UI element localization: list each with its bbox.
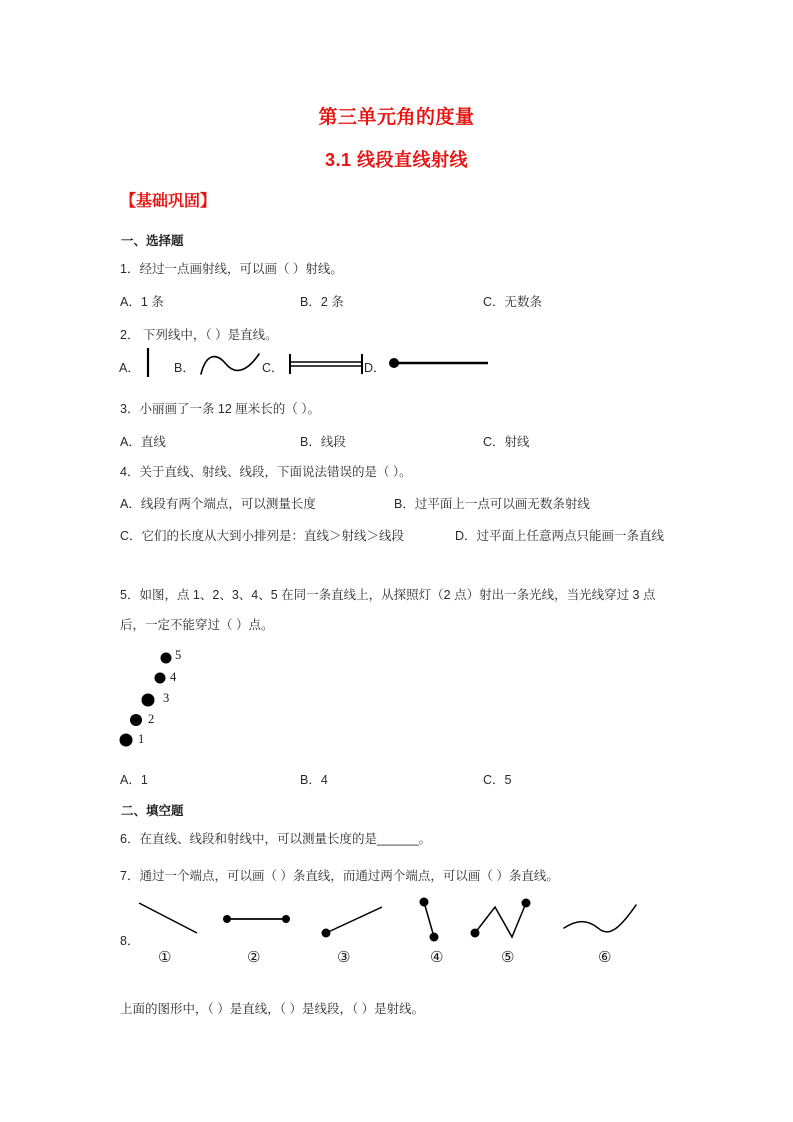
question-4-option-d[interactable]: D．过平面上任意两点只能画一条直线 — [455, 529, 665, 543]
question-4-option-c[interactable]: C．它们的长度从大到小排列是：直线＞射线＞线段 — [120, 529, 405, 543]
question-1-option-c[interactable]: C．无数条 — [483, 295, 543, 309]
question-2-label-a: A． — [119, 361, 140, 375]
figure-ray-with-dot — [388, 355, 492, 371]
figure-8-1-label: ① — [158, 948, 172, 966]
question-5-option-c[interactable]: C．5 — [483, 773, 512, 787]
dot-label-4: 4 — [170, 670, 177, 684]
figure-8-4-segment — [418, 897, 448, 943]
question-4-option-a[interactable]: A．线段有两个端点，可以测量长度 — [120, 497, 316, 511]
question-8-closing: 上面的图形中，（ ）是直线，（ ）是线段，（ ）是射线。 — [120, 1002, 425, 1016]
section-heading-choice: 一、选择题 — [121, 234, 184, 248]
question-3-stem: 3．小丽画了一条 12 厘米长的（ ）。 — [120, 402, 321, 416]
figure-8-3-ray — [320, 903, 386, 939]
figure-8-6-curve — [562, 901, 642, 943]
question-2-label-d: D． — [364, 361, 386, 375]
figure-8-5-label: ⑤ — [501, 948, 515, 966]
question-2-label-c: C． — [262, 361, 284, 375]
question-2-label-b: B． — [174, 361, 195, 375]
figure-8-2-segment — [222, 910, 292, 928]
page-subtitle: 3.1 线段直线射线 — [324, 150, 469, 170]
question-1-option-a[interactable]: A．1 条 — [120, 295, 164, 309]
question-6-stem: 6．在直线、线段和射线中，可以测量长度的是______。 — [120, 832, 432, 846]
section-heading-fill: 二、填空题 — [121, 804, 184, 818]
question-2-stem: 2． 下列线中，（ ）是直线。 — [120, 328, 278, 342]
figure-8-5-zigzag — [470, 895, 532, 943]
figure-8-6-label: ⑥ — [598, 948, 612, 966]
question-5-stem: 5．如图，点 1、2、3、4、5 在同一条直线上，从探照灯（2 点）射出一条光线，当光线穿过 3 点后，一定不能穿过（ ）点。 — [120, 588, 656, 632]
figure-vertical-tick — [145, 348, 159, 378]
question-3-option-b[interactable]: B．线段 — [300, 435, 346, 449]
dot-label-3: 3 — [163, 691, 170, 705]
dot-label-5: 5 — [175, 648, 182, 662]
figure-five-collinear-dots — [118, 648, 188, 752]
question-1-option-b[interactable]: B．2 条 — [300, 295, 344, 309]
question-4-stem: 4．关于直线、射线、线段，下面说法错误的是（ ）。 — [120, 465, 412, 479]
question-7-stem: 7．通过一个端点，可以画（ ）条直线，而通过两个端点，可以画（ ）条直线。 — [120, 869, 559, 883]
dot-label-2: 2 — [148, 712, 155, 726]
figure-8-1-line — [137, 900, 201, 936]
question-5-option-b[interactable]: B．4 — [300, 773, 328, 787]
question-3-option-c[interactable]: C．射线 — [483, 435, 530, 449]
figure-8-3-label: ③ — [337, 948, 351, 966]
question-5-option-a[interactable]: A．1 — [120, 773, 148, 787]
figure-segment-with-ticks — [288, 352, 366, 376]
dot-label-1: 1 — [138, 732, 145, 746]
figure-s-curve — [199, 350, 261, 378]
section-badge: 【基础巩固】 — [120, 193, 217, 210]
question-4-option-b[interactable]: B．过平面上一点可以画无数条射线 — [394, 497, 590, 511]
page-title: 第三单元角的度量 — [318, 107, 475, 128]
question-3-option-a[interactable]: A．直线 — [120, 435, 166, 449]
question-1-stem: 1．经过一点画射线，可以画（ ）射线。 — [120, 262, 343, 276]
question-8-number: 8． — [120, 934, 140, 948]
figure-8-2-label: ② — [247, 948, 261, 966]
figure-8-4-label: ④ — [430, 948, 444, 966]
